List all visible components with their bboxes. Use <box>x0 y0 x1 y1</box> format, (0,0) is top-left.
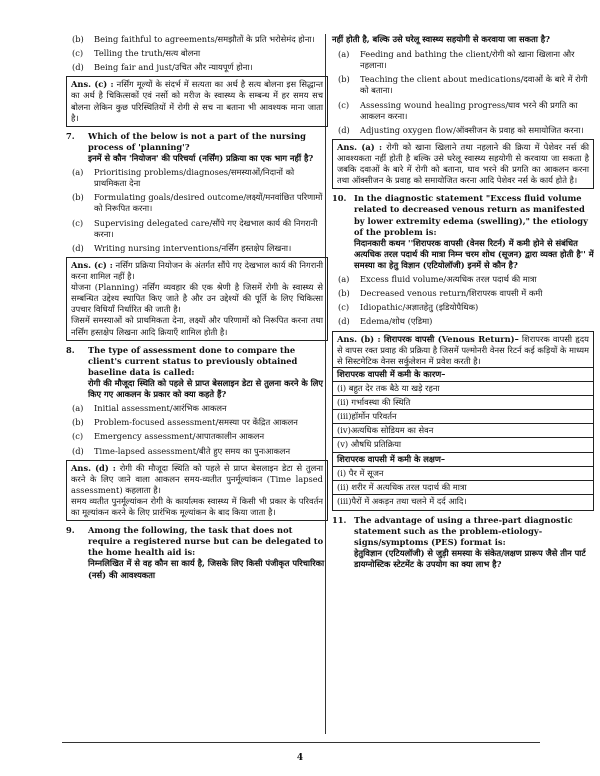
question-9: 9. Among the following, the task that does not require a registered nurse but can be delegated to the home health aid is: निम्नलिखित में से वह कौन सा कार्य है, जिसके लिए किसी पंजीकृत परिचारिका (नर्स) की आवश्यकता <box>66 525 325 580</box>
answer-box-9: Ans. (a) : रोगी को खाना खिलाने तथा नहलाने की क्रिया में पेशेवर नर्स की आवश्यकता नहीं होती है बल्कि उसे घरेलू स्वास्थ्य सहयोगी से करवाया जा सकता है जबकि दवाओं के बारे में रोगी को बताना, घाव भरने की प्रगति का आकलन करना तथा ऑक्सीजन के प्रवाह को समायोजित करना आदि पेशेवर नर्स के कार्य होते है। <box>332 139 594 189</box>
option-a: (a) Feeding and bathing the client/रोगी को खाना खिलाना और नहलाना। <box>338 49 575 71</box>
causes-list <box>337 381 589 452</box>
option-c: (c) Emergency assessment/आपातकालीन आकलन <box>72 431 265 442</box>
option-c: (c) Idiopathic/अज्ञातहेतु (इडियोपैथिक) <box>338 302 479 313</box>
option-b: (b) Problem-focused assessment/समस्या पर केंद्रित आकलन <box>72 417 298 428</box>
list-item: (ii) शरीर में अत्यधिक तरल पदार्थ की मात्रा <box>333 480 593 494</box>
answer-box-6: Ans. (c) : नर्सिंग मूल्यों के संदर्भ में सत्यता का अर्थ है सत्य बोलना इस सिद्धान्त का अर्थ है चिकित्सकों एवं नर्सो को मरीज के स्वास्थ्य के सम्बन्ध में हर समय सच बोलना लेकिन कुछ परिस्थितियों में रोगी से सच ना बताना भी आवश्यक माना जाता है। <box>66 76 328 126</box>
option-b: (b) Formulating goals/desired outcome/लक्ष्यों/मनवांछित परिणामों को निरूपित करना। <box>72 192 323 214</box>
answer-box-8: Ans. (d) : रोगी की मौजूदा स्थिति को पहले से प्राप्त बेसलाइन डेटा से तुलना करने के लिए जाने वाला आकलन समय-व्यतीत पुनर्मूल्यांकन (Time lapsed assessment) कहलाता है। समय व्यतीत पुनर्मूल्यांकन रोगी के कार्यात्मक स्वास्थ्य में किसी भी प्रकार के परिवर्तन का मूल्यांकन करने के लिए प्रारंभिक मूल्यांकन के बाद किया जाता है। <box>66 460 328 522</box>
list-item: (iii)पैरों में अकड़न तथा चलने में दर्द आदि। <box>333 494 593 508</box>
question-9-continued: नहीं होती है, बल्कि उसे घरेलू स्वास्थ्य सहयोगी से करवाया जा सकता है? <box>332 34 551 44</box>
question-10: 10. In the diagnostic statement "Excess fluid volume related to decreased venous return as manifested by lower extremity edema (swelling)," the etiology of the problem is: निदानकारी कथन ''शिरापरक वापसी (वेनस रिटर्न) में कमी होने से संबंधित अत्यधिक तरल पदार्थ की मात्रा निम्न चरम शोथ (सूजन) द्वारा व्यक्त होती है'' में समस्या का हेतु विज्ञान (एटियोलॉजी) इनमें से कौन है? <box>332 193 594 270</box>
list-item: (iii)हॉर्मोन परिवर्तन <box>333 409 593 423</box>
page-number: 4 <box>296 753 304 763</box>
right-column <box>332 34 594 573</box>
option-c: (c) Assessing wound healing progress/घाव भरने की प्रगति का आकलन करना। <box>338 99 578 121</box>
list-item: (i) पैर में सूजन <box>333 466 593 480</box>
question-7: 7. Which of the below is not a part of the nursing process of 'planning'? इनमें से कौन 'नियोजन' की परिचर्या (नर्सिंग) प्रक्रिया का एक भाग नहीं है? <box>66 130 314 163</box>
list-item: (ii) गर्भावस्था की स्थिति <box>333 395 593 409</box>
option-d: (d) Being fair and just/उचित और न्यायपूर्ण होना। <box>72 62 253 73</box>
left-column <box>66 34 328 584</box>
question-8: 8. The type of assessment done to compare the client's current status to previously obtained baseline data is called: रोगी की मौजूदा स्थिति को पहले से प्राप्त बेसलाइन डेटा से तुलना करने के लिए किए गए आकलन के प्रकार को क्या कहते हैं? <box>66 344 323 400</box>
answer-box-7: Ans. (c) : नर्सिंग प्रक्रिया नियोजन के अंतर्गत सौंपे गए देखभाल कार्य की निगरानी करना शामिल नहीं है। योजना (Planning) नर्सिंग व्यवहार की एक श्रेणी है जिसमें रोगी के स्वास्थ्य से सम्बन्धित उद्देश्य स्थापित किए जाते है और उन उद्देश्यों की पूर्ति के लिए चिकित्सा उपचार विधियाँ निर्धारित की जाती है। जिसमें समस्याओं को प्राथमिकता देना, लक्ष्यों और परिणामों को निरूपित करना तथा नर्सिंग हस्तक्षेप लिखना आदि क्रियाएँ शामिल होती है। <box>66 257 328 341</box>
option-d: (d) Edema/शोथ (एडिमा) <box>338 316 433 327</box>
option-a: (a) Initial assessment/आरंभिक आकलन <box>72 403 227 414</box>
option-b: (b) Teaching the client about medications/दवाओं के बारे में रोगी को बताना। <box>338 74 588 96</box>
option-d: (d) Writing nursing interventions/नर्सिंग हस्तक्षेप लिखना। <box>72 242 292 253</box>
option-c: (c) Supervising delegated care/सौंपे गए देखभाल कार्य की निगरानी करना। <box>72 217 318 239</box>
list-item: (i) बहुत देर तक बैठे या खड़े रहना <box>333 381 593 395</box>
symptoms-heading: शिरापरक वापसी में कमी के लक्षण– <box>333 452 593 466</box>
option-d: (d) Adjusting oxygen flow/ऑक्सीजन के प्रवाह को समायोजित करना। <box>338 124 584 135</box>
answer-box-10: Ans. (b) : शिरापरक वापसी (Venous Return)– शिरापरक वापसी हृदय से वापस रक्त प्रवाह की प्रक्रिया है जिसमें पल्मोनरी वेनस रिटर्न कई कड़ियों के माध्यम से सिस्टमेटिक वेनस सर्कुलेशन में प्रवेश करती है। शिरापरक वापसी में कमी के कारण– (i) बहुत देर तक बैठे या खड़े रहना (ii) गर्भावस्था की स्थिति (iii)हॉर्मोन परिवर्तन (iv)अत्यधिक सोडियम का सेवन (v) औषधि प्रतिक्रिया शिरापरक वापसी में कमी के लक्षण– (i) पैर में सूजन (ii) शरीर में अत्यधिक तरल पदार्थ की मात्रा (iii)पैरों में अकड़न तथा चलने में दर्द आदि। <box>332 331 594 511</box>
list-item: (iv)अत्यधिक सोडियम का सेवन <box>333 423 593 437</box>
option-a: (a) Prioritising problems/diagnoses/समस्याओं/निदानों को प्राथमिकता देना <box>72 167 295 189</box>
question-11: 11. The advantage of using a three-part diagnostic statement such as the problem-etiology-signs/symptoms (PES) format is: हेतुविज्ञान (एटियलॉजी) से जुड़ी समस्या के संकेत/लक्षण प्रारूप जैसे तीन पार्ट डायग्नोस्टिक स्टेटमेंट के उपयोग का क्या लाभ है? <box>332 514 586 570</box>
option-b: (b) Being faithful to agreements/समझौतों के प्रति भरोसेमंद होना। <box>72 34 315 44</box>
list-item: (v) औषधि प्रतिक्रिया <box>333 437 593 451</box>
footer-rule <box>62 742 540 743</box>
option-a: (a) Excess fluid volume/अत्यधिक तरल पदार्थ की मात्रा <box>338 274 537 285</box>
symptoms-list <box>337 466 589 508</box>
causes-heading: शिरापरक वापसी में कमी के कारण– <box>333 367 593 381</box>
option-c: (c) Telling the truth/सत्य बोलना <box>72 48 201 59</box>
option-d: (d) Time-lapsed assessment/बीते हुए समय का पुनःआकलन <box>72 445 291 456</box>
option-b: (b) Decreased venous return/शिरापरक वापसी में कमी <box>338 288 543 299</box>
